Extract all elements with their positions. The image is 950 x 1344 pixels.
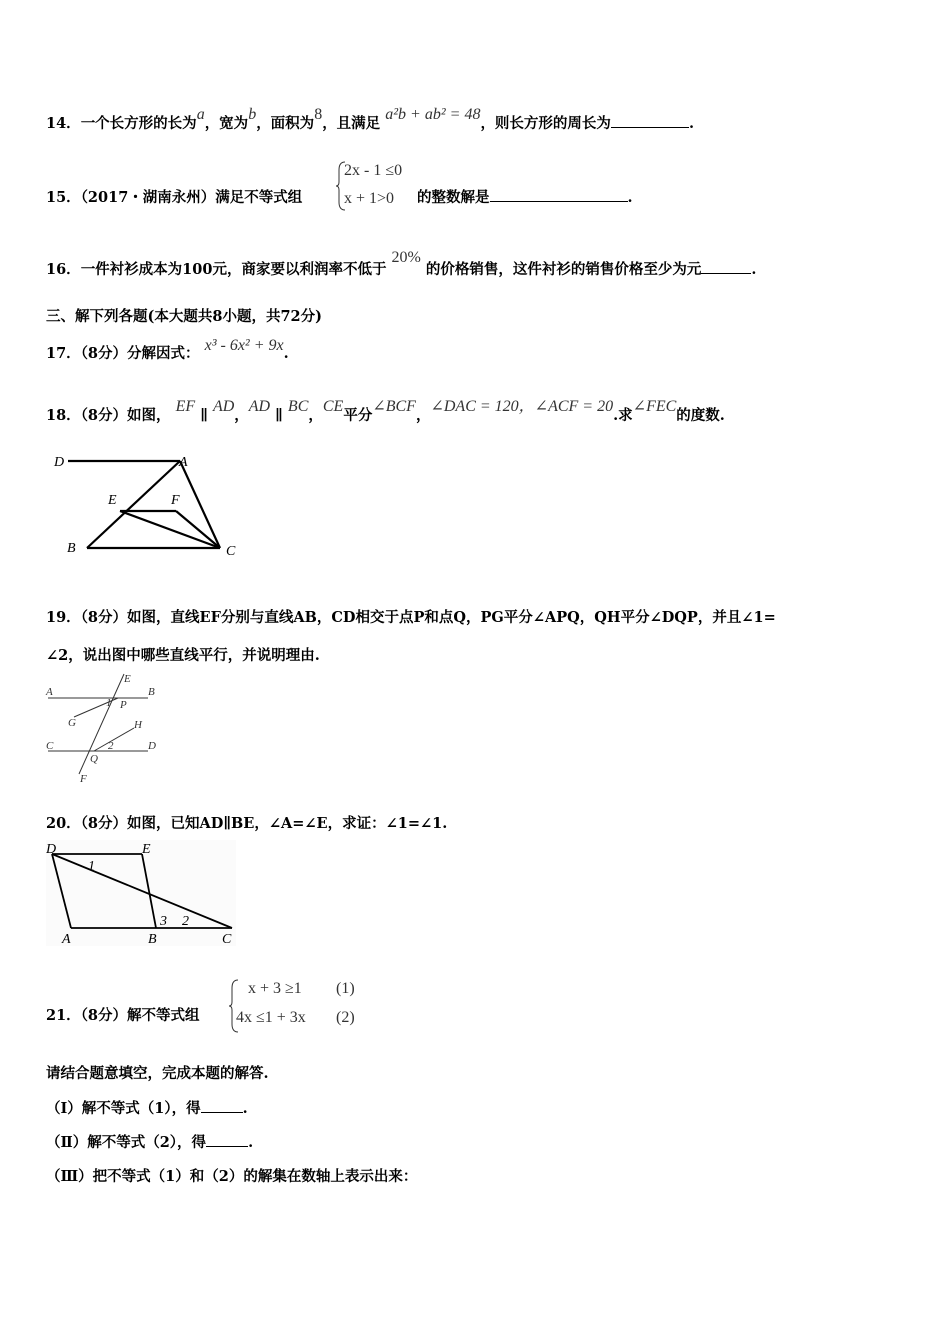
q14-text: ，且满足	[322, 115, 381, 132]
q18-math: ∠FEC	[632, 398, 677, 415]
q18-comma: ，	[415, 407, 431, 424]
q18-number: 18．	[46, 407, 81, 424]
angle-1: 1	[106, 697, 112, 709]
part-2-end: .	[248, 1134, 254, 1151]
q16-text: 的价格销售，这件衬衫的销售价格至少为元	[425, 261, 702, 278]
q15-ineq-2: x + 1>0	[344, 190, 395, 207]
q16-end: .	[751, 261, 757, 278]
q14-var-a: a	[196, 106, 205, 123]
q14-equation: a²b + ab² = 48	[385, 106, 481, 123]
label-f: F	[171, 493, 180, 508]
part-2	[46, 1131, 253, 1152]
q18-math: AD	[248, 398, 271, 415]
q21-tag-2: (2)	[336, 1009, 355, 1026]
q21-ineq-2: 4x ≤1 + 3x	[236, 1009, 306, 1026]
q16-text: 一件衬衫成本为100元，商家要以利润率不低于	[80, 261, 387, 278]
q21-ineq-1: x + 3 ≥1	[248, 980, 302, 997]
answer-blank[interactable]	[206, 1132, 248, 1147]
label-b: B	[148, 686, 155, 698]
q18-math: ∠BCF	[372, 398, 416, 415]
figure-20	[46, 840, 236, 946]
answer-blank[interactable]	[201, 1098, 243, 1113]
q18-text: .求	[613, 407, 633, 424]
label-a: A	[46, 686, 53, 698]
q18-math: EF	[175, 398, 196, 415]
label-p: P	[120, 699, 127, 711]
part-1	[46, 1097, 248, 1118]
angle-2: 2	[182, 914, 189, 929]
label-q: Q	[90, 753, 98, 765]
answer-blank[interactable]	[490, 187, 628, 202]
label-b: B	[148, 932, 157, 946]
angle-2: 2	[108, 740, 114, 752]
question-19-cont: ∠2，说出图中哪些直线平行，并说明理由.	[46, 647, 320, 664]
q18-text: （8分）如图，	[80, 407, 171, 424]
q18-text: 平分	[343, 407, 373, 424]
q15-tail	[417, 186, 633, 207]
label-h: H	[134, 719, 142, 731]
figure-19	[44, 670, 164, 785]
q21-number: 21．	[46, 1007, 81, 1024]
part-3-label: （Ⅲ）把不等式（1）和（2）的解集在数轴上表示出来：	[46, 1168, 418, 1185]
question-17	[46, 337, 289, 363]
question-19	[46, 606, 776, 627]
instructions: 请结合题意填空，完成本题的解答.	[46, 1065, 269, 1082]
line-fc	[176, 511, 220, 548]
part-3	[46, 1165, 417, 1186]
part-1-label: （Ⅰ）解不等式（1），得	[46, 1100, 201, 1117]
answer-blank[interactable]	[611, 113, 689, 128]
part-2-label: （Ⅱ）解不等式（2），得	[46, 1134, 207, 1151]
label-a: A	[179, 455, 188, 470]
angle-3: 3	[160, 914, 167, 929]
figure-bg	[46, 840, 236, 946]
q14-text: ，面积为	[256, 115, 315, 132]
label-c: C	[226, 544, 236, 559]
question-15	[46, 186, 302, 207]
angle-1: 1	[88, 859, 95, 874]
question-21	[46, 1004, 200, 1025]
q17-number: 17．	[46, 345, 81, 362]
q14-number: 14．	[46, 115, 81, 132]
q17-end: .	[283, 345, 289, 362]
answer-blank[interactable]	[701, 259, 751, 274]
line-ab	[87, 461, 180, 548]
section-heading: 三、解下列各题(本大题共8小题，共72分)	[46, 308, 322, 325]
label-e: E	[142, 842, 151, 857]
q14-var-b: b	[248, 106, 257, 123]
figure-18	[50, 450, 250, 565]
q19-number: 19．	[46, 609, 81, 626]
label-b: B	[67, 541, 76, 556]
q18-math: AD	[212, 398, 235, 415]
q18-math: BC	[287, 398, 309, 415]
label-g: G	[68, 717, 76, 729]
label-e: E	[124, 673, 131, 685]
label-d: D	[46, 842, 57, 857]
q14-area: 8	[314, 106, 323, 123]
q17-expression: x³ - 6x² + 9x	[204, 337, 284, 354]
q15-text: 的整数解是	[417, 189, 490, 206]
label-a: A	[62, 932, 71, 946]
part-1-end: .	[242, 1100, 248, 1117]
q14-end: .	[688, 115, 694, 132]
line-ef	[79, 674, 124, 774]
q18-math: CE	[322, 398, 344, 415]
q21-text: （8分）解不等式组	[80, 1007, 200, 1024]
label-e: E	[108, 493, 117, 508]
question-14	[46, 106, 694, 133]
q16-percent: 20%	[391, 249, 421, 266]
q15-number: 15．	[46, 189, 81, 206]
question-18	[46, 398, 725, 425]
label-d: D	[54, 455, 65, 470]
q18-comma: ，	[234, 407, 249, 424]
q15-text: （2017・湖南永州）满足不等式组	[80, 189, 303, 206]
ray-qh	[94, 728, 134, 751]
q19-text: （8分）如图，直线EF分别与直线AB，CD相交于点P和点Q，PG平分∠APQ，QH平分∠DQP，并且∠1=	[80, 609, 776, 626]
q18-text: 的度数.	[676, 407, 725, 424]
q15-end: .	[627, 189, 633, 206]
q20-text: （8分）如图，已知AD∥BE，∠A=∠E，求证：∠1=∠1.	[80, 815, 448, 832]
q18-parallel: ∥	[200, 407, 208, 424]
q17-text: （8分）分解因式：	[80, 345, 200, 362]
q14-text: ，宽为	[204, 115, 249, 132]
label-d: D	[148, 740, 156, 752]
label-c: C	[222, 932, 232, 946]
q16-number: 16．	[46, 261, 81, 278]
question-20	[46, 812, 447, 833]
question-16	[46, 249, 757, 279]
label-c: C	[46, 740, 54, 752]
label-f: F	[80, 773, 87, 785]
q18-math: ∠DAC = 120，∠ACF = 20	[430, 398, 614, 415]
q14-text: 一个长方形的长为	[80, 115, 197, 132]
q18-parallel: ∥	[275, 407, 283, 424]
q15-ineq-1: 2x - 1 ≤0	[344, 162, 403, 179]
q20-number: 20．	[46, 815, 81, 832]
q18-comma: ，	[308, 407, 323, 424]
q21-tag-1: (1)	[336, 980, 355, 997]
q14-text: ，则长方形的周长为	[480, 115, 611, 132]
